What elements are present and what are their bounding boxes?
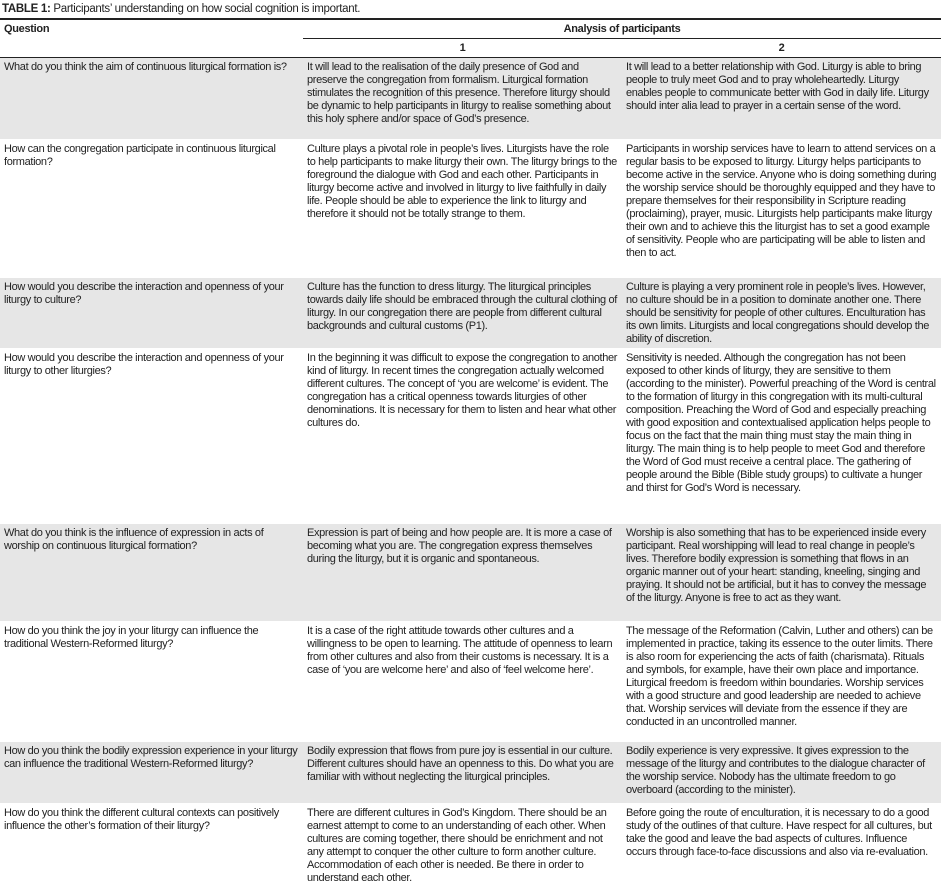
participant-1-cell: In the beginning it was difficult to expose the congregation to another kind of liturgy. In recent times the congregation actually welcomed different cultures. The concept of ‘you are welcome’ is evident. The congregation has a critical openness towards liturgies of other denominations. It is necessary for them to listen and hear what other cultures do. [307,352,618,429]
participant-2-cell: The message of the Reformation (Calvin, Luther and others) can be implemented in practice, taking its essence to the outer limits. There is also room for experiencing the acts of faith (charismata). Rituals and symbols, for example, have their own place and importance. Liturgical freedom is freedom within boundaries. Worship services with a good structure and good leadership are needed to achieve that. Worship services will deviate from the essence if they are conducted in an uncontrolled manner. [626,625,933,728]
question-cell: How do you think the bodily expression experience in your liturgy can influence the traditional Western-Reformed liturgy? [0,742,303,804]
header-participant-2: 2 [622,39,941,58]
participant-2-cell: Bodily experience is very expressive. It gives expression to the message of the liturgy and contributes to the dialogue character of the worship service. Nobody has the ultimate freedom to go overboard (according to the minister). [622,742,941,804]
table-row [0,742,941,804]
question-cell: How do you think the different cultural contexts can positively influence the other’s formation of their liturgy? [4,807,279,832]
question-cell: How would you describe the interaction and openness of your liturgy to culture? [0,278,303,349]
participant-2-cell: Sensitivity is needed. Although the congregation has not been exposed to other kinds of liturgy, they are sensitive to them (according to the minister). Powerful preaching of the Word is central to the formation of liturgy in this congregation with its multi-cultural composition. Preaching the Word of God and especially preaching with good exposition and contextualised application helps people to focus on the fact that the main thing must stay the main thing in liturgy. The main thing is to help people to meet God and therefore the Word of God must receive a central place. The gathering of people around the Bible (Bible study groups) to cultivate a hunger and thirst for God’s Word is necessary. [626,352,936,494]
table-row [0,622,941,742]
participant-1-cell: Expression is part of being and how people are. It is more a case of becoming what you are. The congregation express themselves during the liturgy, but it is organic and spontaneous. [303,524,622,622]
table-row [0,524,941,622]
participant-1-cell: Bodily expression that flows from pure joy is essential in our culture. Different cultures should have an openness to this. Do what you are familiar with without neglecting the liturgical principles. [303,742,622,804]
participant-2-cell: Culture is playing a very prominent role in people’s lives. However, no culture should be in a position to dominate another one. There should be sensitivity for people of other cultures. Enculturation has its own limits. Liturgists and local congregations should develop the ability of discretion. [622,278,941,349]
table-row [0,349,941,524]
header-participant-1: 1 [303,39,622,58]
participant-1-cell: There are different cultures in God’s Kingdom. There should be an earnest attempt to come to an understanding of each other. When cultures are coming together, there should be enrichment and not any attempt to conquer the other culture to form another culture. Accommodation of each other is needed. Be there in order to understand each other. [307,807,607,884]
question-cell: What do you think is the influence of expression in acts of worship on continuous liturgical formation? [0,524,303,622]
header-blank [0,39,303,58]
participant-1-cell: It will lead to the realisation of the daily presence of God and preserve the congregation from formalism. Liturgical formation stimulates the recognition of this presence. Therefore liturgy should be dynamic to help participants in liturgy to realise something about this holy sphere and/or space of God’s presence. [303,58,622,140]
participant-2-cell: Participants in worship services have to learn to attend services on a regular basis to be exposed to liturgy. Liturgy helps participants to become active in the service. Anyone who is doing something during the worship service should be thoroughly equipped and they have to prepare themselves for their responsibility in Scripture reading (proclaiming), prayer, music. Liturgists help participants make liturgy their own and to achieve this the liturgist has to set a good example of sensitivity. People who are participating will be able to listen and then to act. [626,143,937,259]
question-cell: How would you describe the interaction and openness of your liturgy to other liturgies? [4,352,284,377]
participant-1-cell: Culture plays a pivotal role in people’s lives. Liturgists have the role to help participants to make liturgy their own. The liturgy brings to the foreground the dialogue with God and each other. Participants in liturgy become active and involved in liturgy to live faithfully in daily life. People should be able to experience the link to liturgy and therefore it should not be totally strange to them. [307,143,617,220]
question-cell: How can the congregation participate in continuous liturgical formation? [4,143,276,168]
participant-1-cell: Culture has the function to dress liturgy. The liturgical principles towards daily life should be embraced through the cultural clothing of liturgy. In our congregation there are people from different cultural backgrounds and cultural customs (P1). [303,278,622,349]
table-row [0,140,941,278]
header-question: Question [4,23,50,35]
question-cell: How do you think the joy in your liturgy can influence the traditional Western-Reformed liturgy? [4,625,259,650]
participant-2-cell: Worship is also something that has to be experienced inside every participant. Real worshipping will lead to real change in people’s lives. Therefore bodily expression is something that flows in an organic manner out of your heart: standing, kneeling, singing and praying. It should not be artificial, but it has to convey the message of the liturgy. Anyone is free to act as they want. [622,524,941,622]
participants-table [0,18,941,888]
table-row [0,278,941,349]
participant-2-cell: It will lead to a better relationship with God. Liturgy is able to bring people to truly meet God and to pray wholeheartedly. Liturgy enables people to communicate better with God in daily life. Liturgy should inter alia lead to prayer in a certain sense of the word. [622,58,941,140]
participant-2-cell: Before going the route of enculturation, it is necessary to do a good study of the outlines of that culture. Have respect for all cultures, but take the good and leave the bad aspects of cultures. Influence occurs through face-to-face discussions and also via re-evaluation. [626,807,932,858]
header-analysis: Analysis of participants [303,19,941,39]
table-caption: TABLE 1: Participants’ understanding on how social cognition is important. [2,3,361,15]
question-cell: What do you think the aim of continuous liturgical formation is? [0,58,303,140]
table-row [0,804,941,888]
participant-1-cell: It is a case of the right attitude towards other cultures and a willingness to be open to learning. The attitude of openness to learn from other cultures and also from their customs is necessary. It is a case of ‘you are welcome here’ and also of ‘feel welcome here’. [307,625,613,676]
table-row [0,58,941,140]
